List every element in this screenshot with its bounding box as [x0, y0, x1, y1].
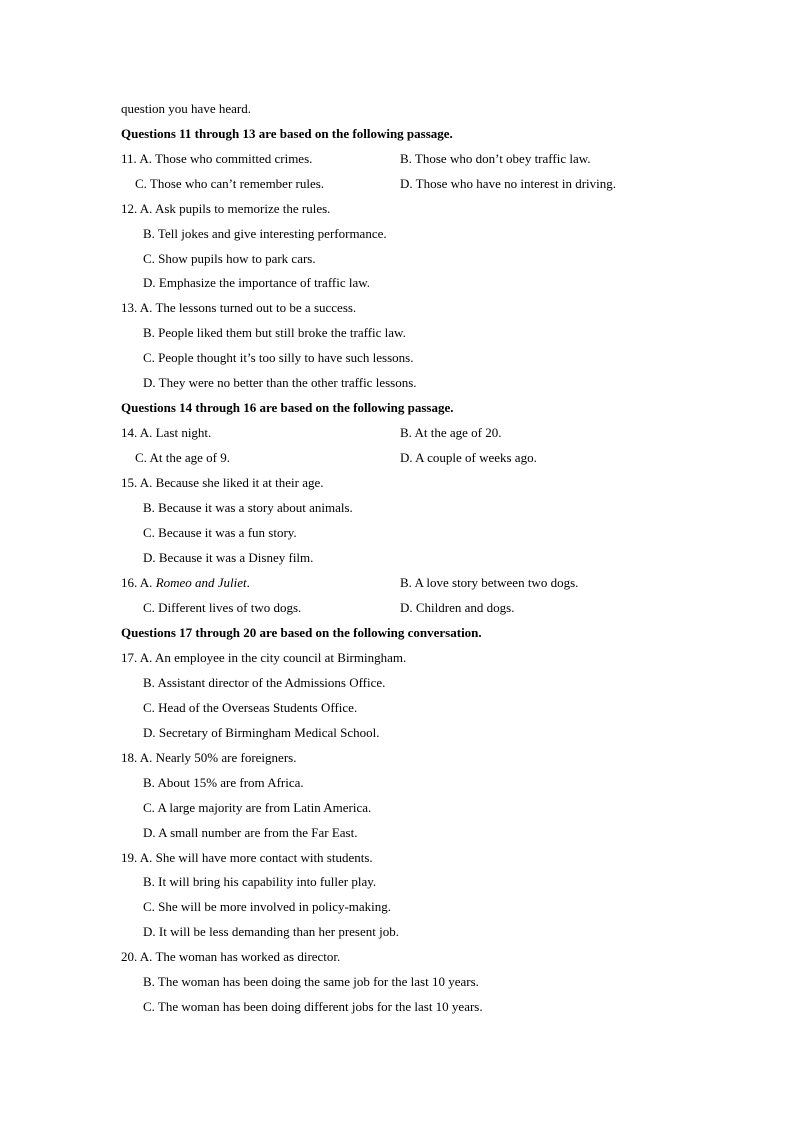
- question-number: 12.: [121, 201, 138, 216]
- question-12-option-b: B. Tell jokes and give interesting performance.: [143, 226, 387, 241]
- question-20-option-a: 20. A. The woman has worked as director.: [121, 949, 341, 964]
- question-12-option-d: D. Emphasize the importance of traffic law.: [143, 275, 371, 290]
- film-title: Romeo and Juliet: [155, 575, 247, 590]
- question-number: 20.: [121, 949, 138, 964]
- question-13-option-a: 13. A. The lessons turned out to be a success.: [121, 300, 357, 315]
- question-number: 13.: [121, 300, 138, 315]
- question-11-option-a: 11. A. Those who committed crimes.: [121, 151, 313, 166]
- question-14-option-a: 14. A. Last night.: [121, 425, 212, 440]
- question-14-option-b: B. At the age of 20.: [400, 425, 502, 440]
- question-number: 14.: [121, 425, 138, 440]
- question-20-option-c: C. The woman has been doing different jobs for the last 10 years.: [143, 999, 483, 1014]
- question-11-option-d: D. Those who have no interest in driving.: [400, 176, 617, 191]
- question-11-option-b: B. Those who don’t obey traffic law.: [400, 151, 591, 166]
- question-17-option-d: D. Secretary of Birmingham Medical School.: [143, 725, 380, 740]
- question-16-option-c: C. Different lives of two dogs.: [143, 600, 302, 615]
- question-17-option-a: 17. A. An employee in the city council at Birmingham.: [121, 650, 407, 665]
- question-15-option-d: D. Because it was a Disney film.: [143, 550, 314, 565]
- question-14-option-d: D. A couple of weeks ago.: [400, 450, 537, 465]
- section-heading: Questions 17 through 20 are based on the following conversation.: [121, 625, 482, 640]
- question-number: 18.: [121, 750, 138, 765]
- question-12-option-a: 12. A. Ask pupils to memorize the rules.: [121, 201, 331, 216]
- section-heading: Questions 11 through 13 are based on the following passage.: [121, 126, 453, 141]
- question-14-option-c: C. At the age of 9.: [135, 450, 230, 465]
- question-20-option-b: B. The woman has been doing the same job for the last 10 years.: [143, 974, 479, 989]
- question-15-option-a: 15. A. Because she liked it at their age.: [121, 475, 324, 490]
- section-heading: Questions 14 through 16 are based on the following passage.: [121, 400, 454, 415]
- question-15-option-b: B. Because it was a story about animals.: [143, 500, 353, 515]
- question-15-option-c: C. Because it was a fun story.: [143, 525, 297, 540]
- question-18-option-a: 18. A. Nearly 50% are foreigners.: [121, 750, 297, 765]
- question-17-option-c: C. Head of the Overseas Students Office.: [143, 700, 358, 715]
- question-18-option-b: B. About 15% are from Africa.: [143, 775, 304, 790]
- question-19-option-b: B. It will bring his capability into fuller play.: [143, 874, 377, 889]
- question-number: 19.: [121, 850, 138, 865]
- question-number: 16.: [121, 575, 138, 590]
- question-18-option-d: D. A small number are from the Far East.: [143, 825, 358, 840]
- question-13-option-b: B. People liked them but still broke the traffic law.: [143, 325, 406, 340]
- question-number: 11.: [121, 151, 137, 166]
- question-18-option-c: C. A large majority are from Latin America.: [143, 800, 372, 815]
- question-13-option-c: C. People thought it’s too silly to have such lessons.: [143, 350, 414, 365]
- question-13-option-d: D. They were no better than the other traffic lessons.: [143, 375, 417, 390]
- question-number: 17.: [121, 650, 138, 665]
- question-19-option-a: 19. A. She will have more contact with students.: [121, 850, 373, 865]
- question-number: 15.: [121, 475, 138, 490]
- question-16-option-b: B. A love story between two dogs.: [400, 575, 579, 590]
- question-19-option-d: D. It will be less demanding than her present job.: [143, 924, 399, 939]
- question-16-option-d: D. Children and dogs.: [400, 600, 515, 615]
- intro-text: question you have heard.: [121, 101, 251, 116]
- question-16-option-a: 16. A. Romeo and Juliet.: [121, 575, 250, 590]
- question-19-option-c: C. She will be more involved in policy-making.: [143, 899, 392, 914]
- question-12-option-c: C. Show pupils how to park cars.: [143, 251, 316, 266]
- question-17-option-b: B. Assistant director of the Admissions Office.: [143, 675, 386, 690]
- question-11-option-c: C. Those who can’t remember rules.: [135, 176, 325, 191]
